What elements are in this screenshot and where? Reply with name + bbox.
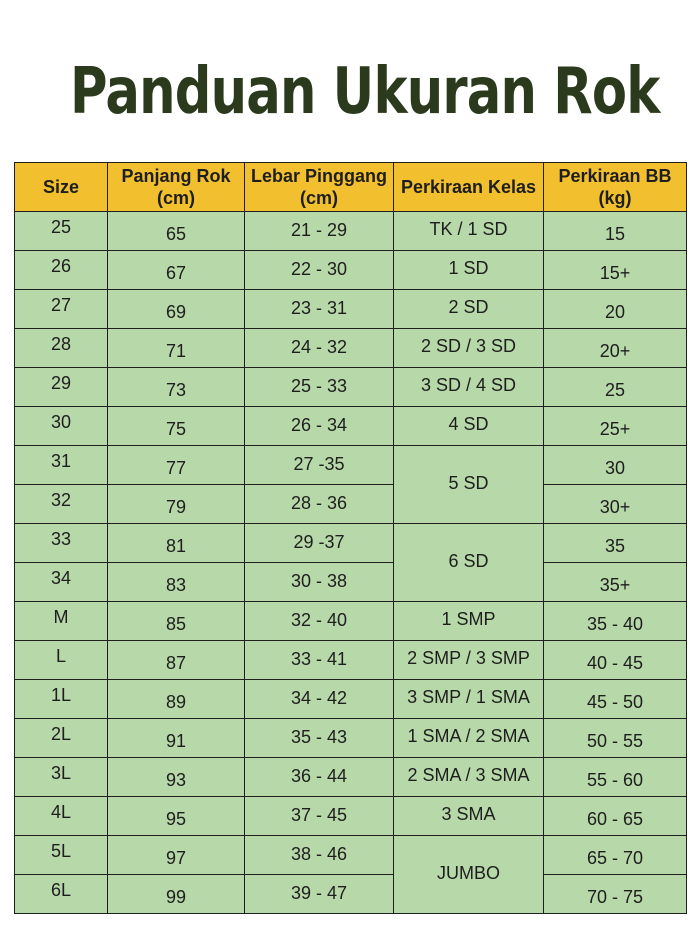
cell-perkiraan-bb: 20+ <box>544 329 687 368</box>
cell-perkiraan-bb: 15 <box>544 212 687 251</box>
cell-perkiraan-kelas: 3 SMA <box>394 797 544 836</box>
table-row <box>15 563 687 602</box>
table-row <box>15 485 687 524</box>
cell-size: 34 <box>15 563 108 602</box>
cell-perkiraan-kelas: 6 SD <box>394 524 544 602</box>
cell-size: 5L <box>15 836 108 875</box>
cell-perkiraan-kelas: 2 SD <box>394 290 544 329</box>
cell-lebar-pinggang: 34 - 42 <box>245 680 394 719</box>
cell-perkiraan-kelas: TK / 1 SD <box>394 212 544 251</box>
table-row <box>15 446 687 485</box>
cell-panjang-rok: 67 <box>108 251 245 290</box>
cell-perkiraan-bb: 35 <box>544 524 687 563</box>
table-row <box>15 875 687 914</box>
table-row <box>15 251 687 290</box>
cell-panjang-rok: 75 <box>108 407 245 446</box>
header-panjang-rok: Panjang Rok (cm) <box>108 163 245 212</box>
cell-perkiraan-kelas: 2 SMA / 3 SMA <box>394 758 544 797</box>
table-row <box>15 641 687 680</box>
cell-lebar-pinggang: 26 - 34 <box>245 407 394 446</box>
cell-lebar-pinggang: 38 - 46 <box>245 836 394 875</box>
table-row <box>15 329 687 368</box>
cell-size: 33 <box>15 524 108 563</box>
cell-panjang-rok: 85 <box>108 602 245 641</box>
cell-perkiraan-bb: 20 <box>544 290 687 329</box>
cell-panjang-rok: 99 <box>108 875 245 914</box>
cell-perkiraan-kelas: 2 SMP / 3 SMP <box>394 641 544 680</box>
cell-perkiraan-bb: 25 <box>544 368 687 407</box>
cell-perkiraan-kelas: 1 SD <box>394 251 544 290</box>
cell-perkiraan-bb: 30 <box>544 446 687 485</box>
cell-perkiraan-bb: 65 - 70 <box>544 836 687 875</box>
table-row <box>15 524 687 563</box>
cell-size: 28 <box>15 329 108 368</box>
cell-lebar-pinggang: 28 - 36 <box>245 485 394 524</box>
table-row <box>15 797 687 836</box>
header-perkiraan-kelas: Perkiraan Kelas <box>394 163 544 212</box>
table-row <box>15 758 687 797</box>
cell-perkiraan-bb: 15+ <box>544 251 687 290</box>
cell-size: M <box>15 602 108 641</box>
cell-size: 26 <box>15 251 108 290</box>
cell-perkiraan-bb: 70 - 75 <box>544 875 687 914</box>
cell-perkiraan-kelas: 1 SMP <box>394 602 544 641</box>
cell-perkiraan-bb: 50 - 55 <box>544 719 687 758</box>
cell-size: 32 <box>15 485 108 524</box>
cell-lebar-pinggang: 32 - 40 <box>245 602 394 641</box>
table-row <box>15 602 687 641</box>
table-row <box>15 290 687 329</box>
cell-size: 30 <box>15 407 108 446</box>
cell-perkiraan-kelas: 3 SD / 4 SD <box>394 368 544 407</box>
cell-lebar-pinggang: 33 - 41 <box>245 641 394 680</box>
cell-perkiraan-kelas: 1 SMA / 2 SMA <box>394 719 544 758</box>
cell-size: 4L <box>15 797 108 836</box>
cell-lebar-pinggang: 23 - 31 <box>245 290 394 329</box>
cell-size: 29 <box>15 368 108 407</box>
cell-panjang-rok: 71 <box>108 329 245 368</box>
cell-lebar-pinggang: 27 -35 <box>245 446 394 485</box>
cell-lebar-pinggang: 35 - 43 <box>245 719 394 758</box>
cell-perkiraan-bb: 40 - 45 <box>544 641 687 680</box>
cell-perkiraan-kelas: 2 SD / 3 SD <box>394 329 544 368</box>
cell-panjang-rok: 79 <box>108 485 245 524</box>
size-chart <box>14 162 687 914</box>
cell-lebar-pinggang: 36 - 44 <box>245 758 394 797</box>
cell-perkiraan-bb: 45 - 50 <box>544 680 687 719</box>
cell-panjang-rok: 93 <box>108 758 245 797</box>
cell-size: 25 <box>15 212 108 251</box>
cell-panjang-rok: 81 <box>108 524 245 563</box>
cell-panjang-rok: 83 <box>108 563 245 602</box>
cell-perkiraan-kelas: JUMBO <box>394 836 544 914</box>
cell-panjang-rok: 97 <box>108 836 245 875</box>
cell-perkiraan-bb: 60 - 65 <box>544 797 687 836</box>
cell-size: 3L <box>15 758 108 797</box>
header-row <box>15 163 687 212</box>
cell-panjang-rok: 87 <box>108 641 245 680</box>
cell-panjang-rok: 77 <box>108 446 245 485</box>
cell-size: 2L <box>15 719 108 758</box>
header-size: Size <box>15 163 108 212</box>
cell-lebar-pinggang: 22 - 30 <box>245 251 394 290</box>
cell-lebar-pinggang: 39 - 47 <box>245 875 394 914</box>
cell-perkiraan-bb: 35+ <box>544 563 687 602</box>
cell-perkiraan-kelas: 5 SD <box>394 446 544 524</box>
cell-perkiraan-bb: 25+ <box>544 407 687 446</box>
cell-size: 31 <box>15 446 108 485</box>
cell-perkiraan-bb: 55 - 60 <box>544 758 687 797</box>
cell-panjang-rok: 73 <box>108 368 245 407</box>
cell-size: 27 <box>15 290 108 329</box>
cell-lebar-pinggang: 29 -37 <box>245 524 394 563</box>
header-perkiraan-bb: Perkiraan BB (kg) <box>544 163 687 212</box>
table-row <box>15 680 687 719</box>
table-row <box>15 368 687 407</box>
cell-lebar-pinggang: 37 - 45 <box>245 797 394 836</box>
cell-panjang-rok: 91 <box>108 719 245 758</box>
cell-perkiraan-bb: 35 - 40 <box>544 602 687 641</box>
cell-lebar-pinggang: 30 - 38 <box>245 563 394 602</box>
cell-perkiraan-kelas: 4 SD <box>394 407 544 446</box>
cell-perkiraan-kelas: 3 SMP / 1 SMA <box>394 680 544 719</box>
cell-lebar-pinggang: 21 - 29 <box>245 212 394 251</box>
cell-perkiraan-bb: 30+ <box>544 485 687 524</box>
cell-panjang-rok: 65 <box>108 212 245 251</box>
table-row <box>15 719 687 758</box>
cell-size: L <box>15 641 108 680</box>
table-row <box>15 836 687 875</box>
cell-size: 6L <box>15 875 108 914</box>
header-lebar-pinggang: Lebar Pinggang (cm) <box>245 163 394 212</box>
cell-panjang-rok: 95 <box>108 797 245 836</box>
cell-lebar-pinggang: 24 - 32 <box>245 329 394 368</box>
cell-panjang-rok: 89 <box>108 680 245 719</box>
cell-size: 1L <box>15 680 108 719</box>
page-title: Panduan Ukuran Rok <box>70 55 660 129</box>
cell-lebar-pinggang: 25 - 33 <box>245 368 394 407</box>
table-body <box>15 212 687 914</box>
cell-panjang-rok: 69 <box>108 290 245 329</box>
table-row <box>15 212 687 251</box>
size-table <box>14 162 687 914</box>
table-row <box>15 407 687 446</box>
